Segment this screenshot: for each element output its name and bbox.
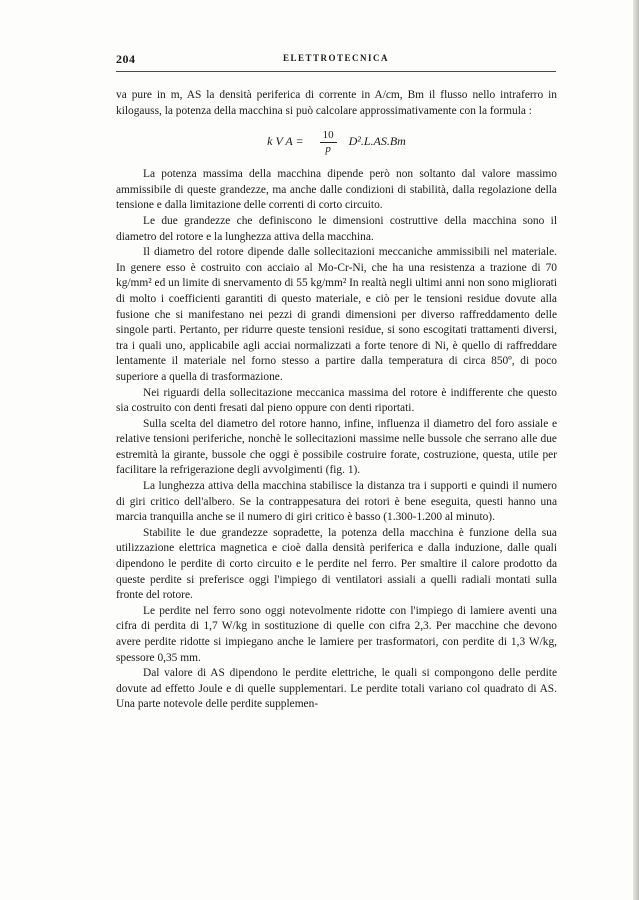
paragraph: La lunghezza attiva della macchina stabilisce la distanza tra i supporti e quindi il numero di giri critico dell'albero. Se la contrappesatura dei rotori è bene eseguita, questi hanno una marcia tranquilla anche se il numero di giri critico è basso (1.300-1.200 al minuto). <box>116 480 557 524</box>
paragraph: Sulla scelta del diametro del rotore hanno, infine, influenza il diametro del foro assiale e relative tensioni periferiche, nonchè le sollecitazioni massime nelle bussole che serrano alle due estremità la girante, bussole che oggi è possibile costruire forate, costruzione, questa, utile per facilitare la refrigerazione degli avvolgimenti (fig. 1). <box>116 417 557 477</box>
formula-rhs: D².L.AS.Bm <box>348 134 406 149</box>
paragraph: Le perdite nel ferro sono oggi notevolmente ridotte con l'impiego di lamiere aventi una cifra di perdita di 1,7 W/kg in sostituzione di quelle con cifra 2,3. Per macchine che devono avere perdite ridotte si impiegano anche le lamiere per trasformatori, con perdite di 1,3 W/kg, spessore 0,35 mm. <box>116 604 557 664</box>
paragraph: Nei riguardi della sollecitazione meccanica massima del rotore è indifferente che questo sia costruito con denti fresati dal pieno oppure con denti riportati. <box>116 386 557 415</box>
page-header <box>116 52 556 68</box>
paragraph: Dal valore di AS dipendono le perdite elettriche, le quali si compongono delle perdite dovute ad effetto Joule e di quelle supplementari. Le perdite totali variano col quadrato di AS. Una parte notevole delle perdite supplemen- <box>116 667 557 711</box>
body-text <box>116 88 557 713</box>
running-title: ELETTROTECNICA <box>282 53 390 63</box>
kva-formula <box>116 121 557 163</box>
formula-numerator: 10 <box>320 129 337 143</box>
formula-denominator: p <box>325 142 331 155</box>
paragraph: Stabilite le due grandezze sopradette, la potenza della macchina è funzione della sua utilizzazione elettrica magnetica e cioè dalla densità periferica e dalla induzione, dalle quali dipendono le perdite di corto circuito e le perdite nel ferro. Per smaltire il calore prodotto da queste perdite si preferisce oggi l'impiego di ventilatori assiali a quelli radiali montati sulla fronte del rotore. <box>116 526 557 602</box>
paragraph: La potenza massima della macchina dipende però non soltanto dal valore massimo ammissibile di queste grandezze, ma anche dalle condizioni di stabilità, dalla regolazione della tensione e dalla limitazione delle correnti di corto circuito. <box>116 168 557 212</box>
formula-lhs: k V A = <box>267 134 304 149</box>
page-edge-shadow <box>633 0 639 900</box>
paragraph: Le due grandezze che definiscono le dimensioni costruttive della macchina sono il diametro del rotore e la lunghezza attiva della macchina. <box>116 214 557 243</box>
formula-fraction <box>320 129 337 156</box>
header-rule <box>116 71 556 72</box>
paragraph: va pure in m, AS la densità periferica di corrente in A/cm, Bm il flusso nello intraferro in kilogauss, la potenza della macchina si può calcolare approssimativamente con la formula : <box>116 89 557 117</box>
page-number: 204 <box>116 52 136 66</box>
paragraph: Il diametro del rotore dipende dalle sollecitazioni meccaniche ammissibili nel materiale. In genere esso è costruito con acciaio al Mo-Cr-Ni, che ha una resistenza a trazione di 70 kg/mm² ed un limite di snervamento di 55 kg/mm² In realtà negli ultimi anni non sono migliorati di molto i coefficienti garantiti di questo materiale, e ciò per le tensioni residue dovute alla fusione che si manifestano nei pezzi di grandi dimensioni per diverso raffreddamento delle singole parti. Pertanto, per ridurre queste tensioni residue, si sono escogitati trattamenti diversi, tra i quali uno, applicabile agli acciai normalizzati a forte tenore di Ni, è quello di raffreddare lentamente il materiale nel forno stesso a partire dalla temperatura di circa 850º, di poco superiore a quella di trasformazione. <box>116 246 557 383</box>
